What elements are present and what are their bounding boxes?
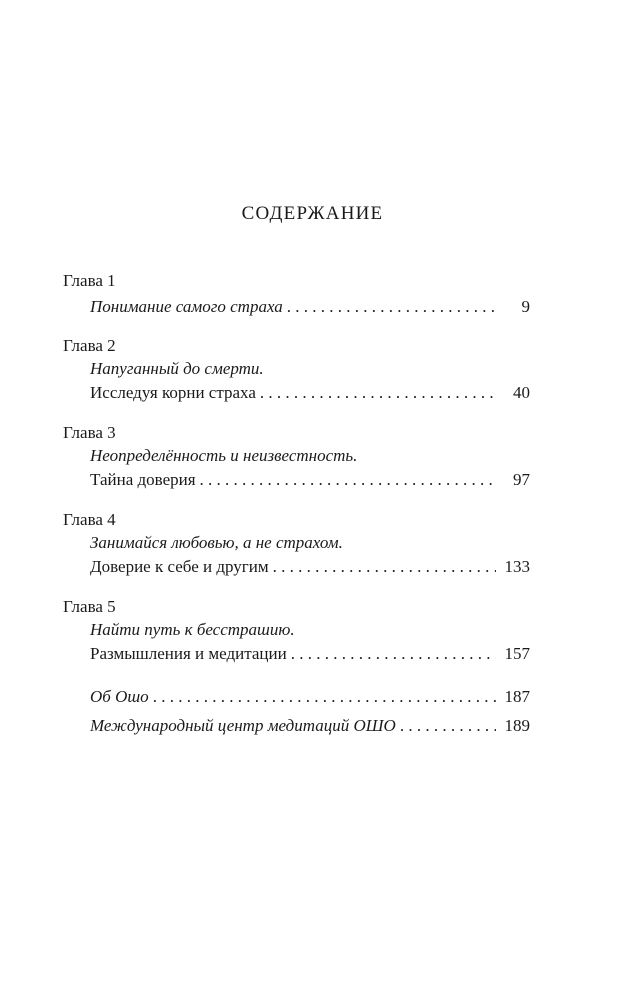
chapter-1-label: Глава 1 — [63, 271, 116, 290]
chapter-2-entry-title: Исследуя корни страха — [90, 383, 256, 402]
chapter-2-subtitle: Напуганный до смерти. — [90, 359, 264, 378]
chapter-2-entry[interactable] — [90, 380, 530, 406]
about-osho-title: Об Ошо — [90, 687, 149, 706]
dot-leader — [291, 641, 496, 667]
chapter-3-page-number: 97 — [513, 470, 530, 489]
chapter-2-label: Глава 2 — [63, 336, 116, 355]
chapter-4-label: Глава 4 — [63, 510, 116, 529]
chapter-5-page-number: 157 — [504, 644, 530, 663]
chapter-4-entry[interactable] — [90, 554, 530, 580]
chapter-3-entry-title: Тайна доверия — [90, 470, 196, 489]
dot-leader — [260, 380, 496, 406]
osho-meditation-center-entry[interactable] — [90, 713, 530, 739]
dot-leader — [287, 294, 496, 320]
chapter-4-page-number: 133 — [504, 557, 530, 576]
about-osho-entry[interactable] — [90, 684, 530, 710]
chapter-3-subtitle: Неопределённость и неизвестность. — [90, 446, 358, 465]
osho-meditation-center-title: Международный центр медитаций ОШО — [90, 716, 396, 735]
chapter-1-entry[interactable] — [90, 294, 530, 320]
dot-leader — [200, 467, 496, 493]
chapter-5-entry-title: Размышления и медитации — [90, 644, 287, 663]
page-title: СОДЕРЖАНИЕ — [241, 203, 384, 224]
chapter-3-entry[interactable] — [90, 467, 530, 493]
chapter-5-entry[interactable] — [90, 641, 530, 667]
osho-meditation-center-page-number: 189 — [504, 716, 530, 735]
dot-leader — [273, 554, 496, 580]
chapter-1-page-number: 9 — [521, 297, 530, 316]
about-osho-page-number: 187 — [504, 687, 530, 706]
chapter-5-subtitle: Найти путь к бесстрашию. — [90, 620, 295, 639]
chapter-5-label: Глава 5 — [63, 597, 116, 616]
chapter-2-page-number: 40 — [513, 383, 530, 402]
chapter-1-entry-title: Понимание самого страха — [90, 297, 283, 316]
dot-leader — [153, 684, 496, 710]
chapter-4-entry-title: Доверие к себе и другим — [90, 557, 269, 576]
chapter-3-label: Глава 3 — [63, 423, 116, 442]
dot-leader — [400, 713, 496, 739]
chapter-4-subtitle: Занимайся любовью, а не страхом. — [90, 533, 343, 552]
